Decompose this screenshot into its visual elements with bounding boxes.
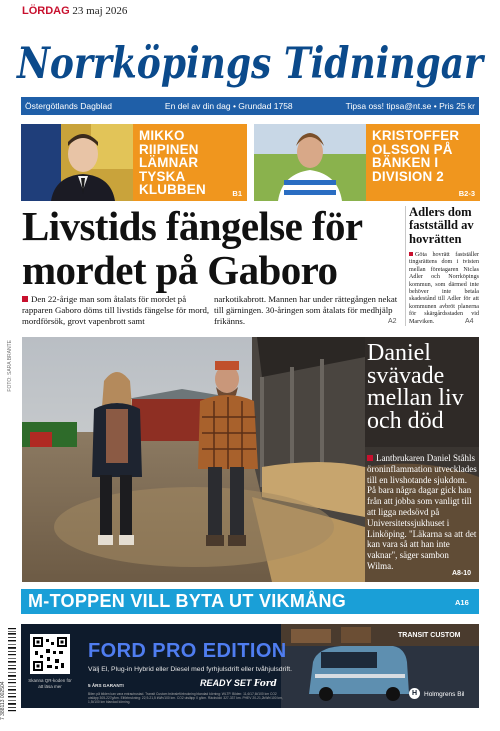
teaser-page-ref: B1 bbox=[232, 189, 242, 198]
dealer-logo-icon: H bbox=[409, 688, 420, 699]
barcode-number: 7 388113 002504 bbox=[0, 681, 6, 720]
teaser-photo-olsson bbox=[254, 124, 366, 201]
ad-fine-print: Bilen på bilden kan vara extrautrustad. Transit Custom bränsleförbrukning blandad körning: WLTP. Bilden: 11,6/17,6l/100 km CO2 utsläpp 305-227g/km. Elförbrukning: 22,9-21,5 kWh/100 km. CO2 utsläpp 0 g/km. Räckvidd: 327-337 km. PHEV 20-21,2kWh/100 km, 1,5l/100 km blandad körning. bbox=[88, 692, 283, 705]
feature-headline[interactable]: Daniel svävade mellan liv och död bbox=[367, 340, 464, 434]
side-story-headline[interactable]: Adlers dom fastställd av hovrätten bbox=[409, 205, 474, 246]
qr-code[interactable] bbox=[30, 634, 70, 674]
ad-model-name: TRANSIT CUSTOM bbox=[398, 632, 461, 639]
teaser-headline: MIKKO RIIPINEN LÄMNAR TYSKA KLUBBEN bbox=[139, 128, 206, 198]
column-divider bbox=[405, 206, 406, 326]
teaser-riipinen[interactable] bbox=[21, 124, 247, 201]
side-story-page-ref: A4 bbox=[465, 318, 474, 325]
dateline-day: LÖRDAG bbox=[22, 5, 70, 17]
m-toppen-page-ref: A16 bbox=[455, 598, 469, 607]
dateline-date: 23 maj 2026 bbox=[72, 5, 128, 17]
teaser-headline: KRISTOFFER OLSSON PÅ BÄNKEN I DIVISION 2 bbox=[372, 128, 460, 184]
ad-slogan: READY SET Ford bbox=[200, 678, 277, 689]
bullet-square-icon bbox=[409, 252, 413, 256]
main-story-body-col2: narkotikabrott. Mannen har under rättegången nekat till gärningen. 30-åringen som åtalats för medhjälp frikänns. bbox=[214, 294, 398, 326]
teaser-olsson[interactable] bbox=[254, 124, 480, 201]
info-bar-right[interactable]: Tipsa oss! tipsa@nt.se • Pris 25 kr bbox=[345, 101, 475, 111]
bullet-square-icon bbox=[22, 296, 28, 302]
teaser-box-olsson bbox=[366, 124, 480, 201]
qr-caption: Skanna QR-koden för att läsa mer bbox=[28, 678, 72, 689]
photo-credit: FOTO: SARA BRANTE bbox=[7, 340, 13, 392]
teaser-box-riipinen bbox=[133, 124, 247, 201]
teaser-page-ref: B2-3 bbox=[458, 189, 475, 198]
main-headline[interactable]: Livstids fängelse för mordet på Gaboro bbox=[22, 203, 362, 293]
ad-warranty: 5 ÅRS GARANTI bbox=[88, 683, 124, 688]
feature-photo[interactable] bbox=[22, 337, 365, 582]
info-bar-center: En del av din dag • Grundad 1758 bbox=[164, 101, 293, 111]
info-bar bbox=[21, 97, 479, 115]
masthead-title: Norrköpings Tidningar bbox=[15, 39, 486, 89]
ford-logo: Ford bbox=[253, 679, 277, 689]
dateline bbox=[22, 5, 127, 17]
feature-body: Lantbrukaren Daniel Ståhls öroninflammation utvecklades till en livshotande sjukdom. På bara några dagar gick han från att jobba som vanligt till att ligga nedsövd på Universitetssjukhuset i Linköping. "Läkarna sa att det kan vara så att han inte vaknar", säger sambon Wilma. bbox=[367, 453, 477, 571]
bullet-square-icon bbox=[367, 455, 373, 461]
info-bar-left: Östergötlands Dagblad bbox=[25, 101, 112, 111]
masthead-logo[interactable] bbox=[14, 36, 486, 90]
ad-dealer-name: Holmgrens Bil bbox=[424, 691, 465, 698]
teaser-photo-riipinen bbox=[21, 124, 133, 201]
ad-title[interactable]: FORD PRO EDITION bbox=[88, 640, 287, 662]
main-story-page-ref: A2 bbox=[388, 318, 397, 325]
main-story-body-col1: Den 22-årige man som åtalats för mordet på rapparen Gaboro döms till livstids fängelse för mord, mordförsök, grovt vapenbrott samt bbox=[22, 294, 210, 326]
side-story-body: Göta hovrätt fastställer tingsrättens dom i tvisten mellan företagaren Niclas Adler och Norrköpings kommun, som därmed inte behöver inte betala skadestånd till Adler för att kommunen avbröt planerna för skärgårdsstaden vid Marviken. bbox=[409, 252, 479, 325]
ad-subtitle: Välj El, Plug-in Hybrid eller Diesel med fyrhjulsdrift eller tvåhjulsdrift. bbox=[88, 666, 292, 673]
feature-page-ref: A8-10 bbox=[452, 570, 472, 577]
m-toppen-headline[interactable]: M-TOPPEN VILL BYTA UT VIKMÅNG bbox=[28, 591, 347, 611]
